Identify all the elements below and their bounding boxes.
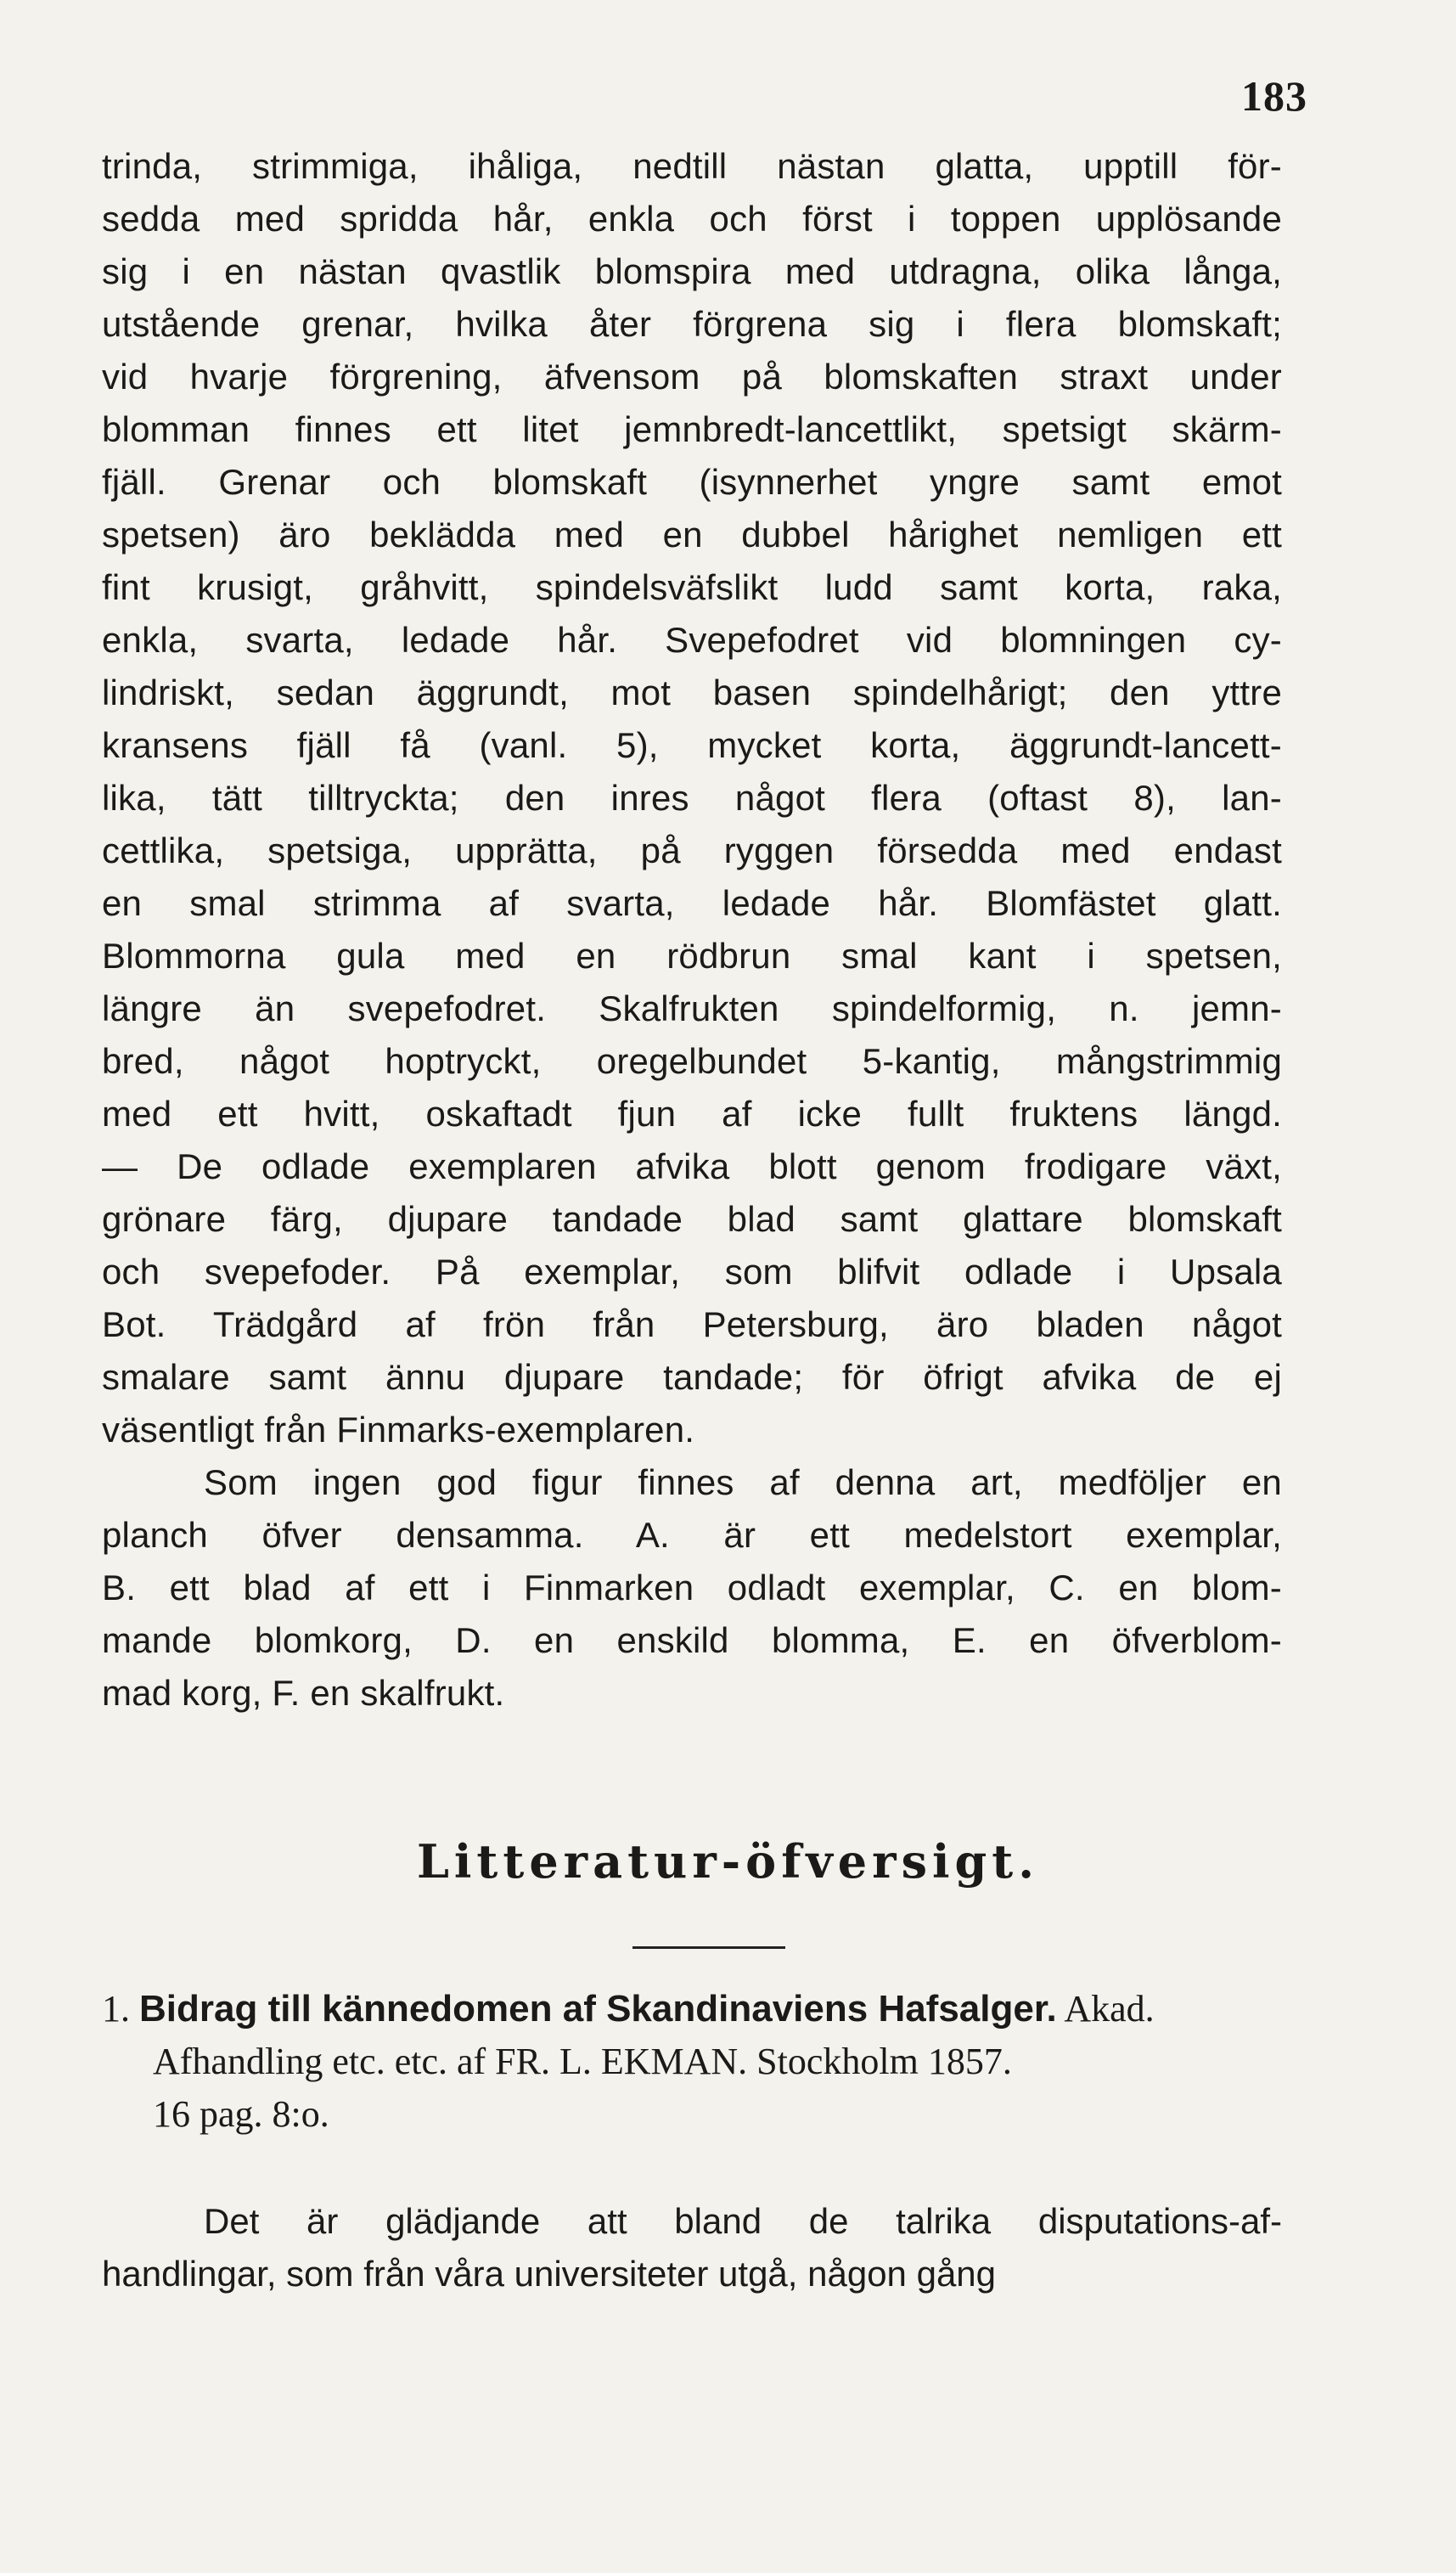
page-number: 183 <box>1241 72 1307 120</box>
text-line: mande blomkorg, D. en enskild blomma, E. en öfverblom- <box>102 1620 1282 1660</box>
text-line: utstående grenar, hvilka åter förgrena sig i flera blomskaft; <box>102 304 1282 344</box>
entry-type: Akad. <box>1064 1988 1155 2030</box>
plate-paragraph <box>102 1456 1282 1720</box>
section-heading: Litteratur-öfversigt. <box>416 1834 1040 1889</box>
review-paragraph <box>102 2195 1282 2300</box>
text-line: mad korg, F. en skalfrukt. <box>102 1673 505 1713</box>
text-line: fint krusigt, gråhvitt, spindelsväfslikt ludd samt korta, raka, <box>102 567 1282 607</box>
text-line: sig i en nästan qvastlik blomspira med utdragna, olika långa, <box>102 251 1282 291</box>
text-line: handlingar, som från våra universiteter utgå, någon gång <box>102 2254 997 2294</box>
text-line: — De odlade exemplaren afvika blott genom frodigare växt, <box>102 1146 1282 1186</box>
text-line: lika, tätt tilltryckta; den inres något flera (oftast 8), lan- <box>102 778 1282 818</box>
text-line: med ett hvitt, oskaftadt fjun af icke fullt fruktens längd. <box>102 1094 1282 1134</box>
text-line: längre än svepefodret. Skalfrukten spindelformig, n. jemn- <box>102 988 1282 1028</box>
text-line: Blommorna gula med en rödbrun smal kant i spetsen, <box>102 936 1282 976</box>
entry-line-2: Afhandling etc. etc. af FR. L. EKMAN. Stockholm 1857. <box>153 2041 1012 2082</box>
text-line: lindriskt, sedan äggrundt, mot basen spindelhårigt; den yttre <box>102 673 1282 712</box>
text-line: blomman finnes ett litet jemnbredt-lancettlikt, spetsigt skärm- <box>102 409 1282 449</box>
text-line: vid hvarje förgrening, äfvensom på blomskaften straxt under <box>102 357 1282 397</box>
text-line: Det är glädjande att bland de talrika disputations-af- <box>204 2201 1282 2241</box>
text-line: trinda, strimmiga, ihåliga, nedtill nästan glatta, upptill för- <box>102 146 1282 186</box>
text-line: B. ett blad af ett i Finmarken odladt exemplar, C. en blom- <box>102 1568 1282 1607</box>
text-line: grönare färg, djupare tandade blad samt glattare blomskaft <box>102 1199 1282 1239</box>
text-line: cettlika, spetsiga, upprätta, på ryggen försedda med endast <box>102 830 1282 870</box>
entry-title: Bidrag till kännedomen af Skandinaviens Hafsalger. <box>139 1988 1057 2030</box>
text-line: och svepefoder. På exemplar, som blifvit odlade i Upsala <box>102 1252 1282 1292</box>
text-line: Som ingen god figur finnes af denna art, medföljer en <box>204 1462 1282 1502</box>
description-paragraph <box>102 140 1282 1456</box>
heading-divider <box>632 1946 785 1949</box>
text-line: sedda med spridda hår, enkla och först i toppen upplösande <box>102 199 1282 239</box>
entry-number: 1. <box>102 1988 130 2030</box>
text-line: fjäll. Grenar och blomskaft (isynnerhet yngre samt emot <box>102 462 1282 502</box>
entry-line-3: 16 pag. 8:o. <box>153 2093 329 2135</box>
entry-line-1 <box>102 1983 1282 2035</box>
text-line: kransens fjäll få (vanl. 5), mycket korta, äggrundt-lancett- <box>102 725 1282 765</box>
text-line: spetsen) äro beklädda med en dubbel hårighet nemligen ett <box>102 515 1282 555</box>
text-line: Bot. Trädgård af frön från Petersburg, äro bladen något <box>102 1304 1282 1344</box>
description-text <box>102 140 1282 1720</box>
text-line: väsentligt från Finmarks-exemplaren. <box>102 1410 695 1450</box>
text-line: bred, något hoptryckt, oregelbundet 5-kantig, mångstrimmig <box>102 1041 1282 1081</box>
bibliography-entry <box>102 1983 1282 2141</box>
text-line: enkla, svarta, ledade hår. Svepefodret vid blomningen cy- <box>102 620 1282 660</box>
text-line: smalare samt ännu djupare tandade; för öfrigt afvika de ej <box>102 1357 1282 1397</box>
text-line: planch öfver densamma. A. är ett medelstort exemplar, <box>102 1515 1282 1555</box>
text-line: en smal strimma af svarta, ledade hår. Blomfästet glatt. <box>102 883 1282 923</box>
